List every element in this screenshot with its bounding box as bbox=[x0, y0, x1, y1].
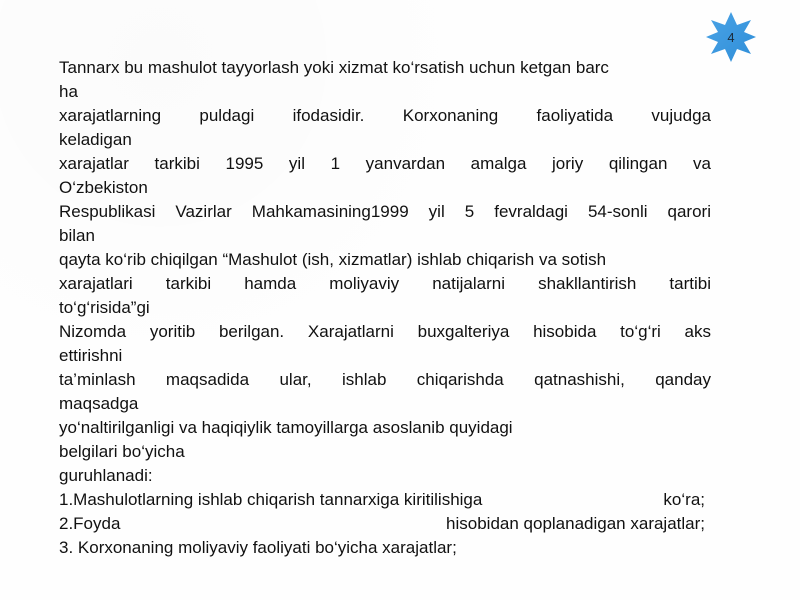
text-line: ha bbox=[59, 82, 78, 101]
text-line: Respublikasi Vazirlar Mahkamasining1999 yil 5 fevraldagi 54-sonli qarori bbox=[59, 202, 711, 221]
text-line: xarajatlar tarkibi 1995 yil 1 yanvardan amalga joriy qilingan va bbox=[59, 154, 711, 173]
text-line: Tannarx bu mashulot tayyorlash yoki xizmat ko‘rsatish uchun ketgan barc bbox=[59, 58, 609, 77]
list-item-text: 3. Korxonaning moliyaviy faoliyati bo‘yicha xarajatlar; bbox=[59, 538, 457, 557]
list-item bbox=[59, 536, 711, 560]
list-item bbox=[59, 488, 705, 512]
text-line: keladigan bbox=[59, 130, 132, 149]
page-number-badge bbox=[704, 10, 758, 64]
text-line: ta’minlash maqsadida ular, ishlab chiqarishda qatnashishi, qanday bbox=[59, 370, 711, 389]
text-line: xarajatlari tarkibi hamda moliyaviy natijalarni shakllantirish tartibi bbox=[59, 274, 711, 293]
text-line: O‘zbekiston bbox=[59, 178, 148, 197]
text-line: xarajatlarning puldagi ifodasidir. Korxonaning faoliyatida vujudga bbox=[59, 106, 711, 125]
text-line: Nizomda yoritib berilgan. Xarajatlarni buxgalteriya hisobida to‘g‘ri aks bbox=[59, 322, 711, 341]
text-line: yo‘naltirilganligi va haqiqiylik tamoyillarga asoslanib quyidagi bbox=[59, 418, 513, 437]
text-line: to‘g‘risida”gi bbox=[59, 298, 150, 317]
page-number: 4 bbox=[727, 30, 735, 45]
list-item-text-end: hisobidan qoplanadigan xarajatlar; bbox=[446, 514, 705, 533]
text-line: maqsadga bbox=[59, 394, 139, 413]
list-item-text: 1.Mashulotlarning ishlab chiqarish tannarxiga kiritilishiga bbox=[59, 490, 483, 509]
text-line: bilan bbox=[59, 226, 95, 245]
text-line: qayta ko‘rib chiqilgan “Mashulot (ish, xizmatlar) ishlab chiqarish va sotish bbox=[59, 250, 607, 269]
list-item-text-end: ko‘ra; bbox=[663, 490, 705, 509]
body-text bbox=[59, 56, 711, 560]
list-item bbox=[59, 512, 705, 536]
list-item-text: 2.Foyda bbox=[59, 514, 121, 533]
text-line: ettirishni bbox=[59, 346, 123, 365]
text-line: belgilari bo‘yicha bbox=[59, 442, 185, 461]
text-line: guruhlanadi: bbox=[59, 466, 153, 485]
